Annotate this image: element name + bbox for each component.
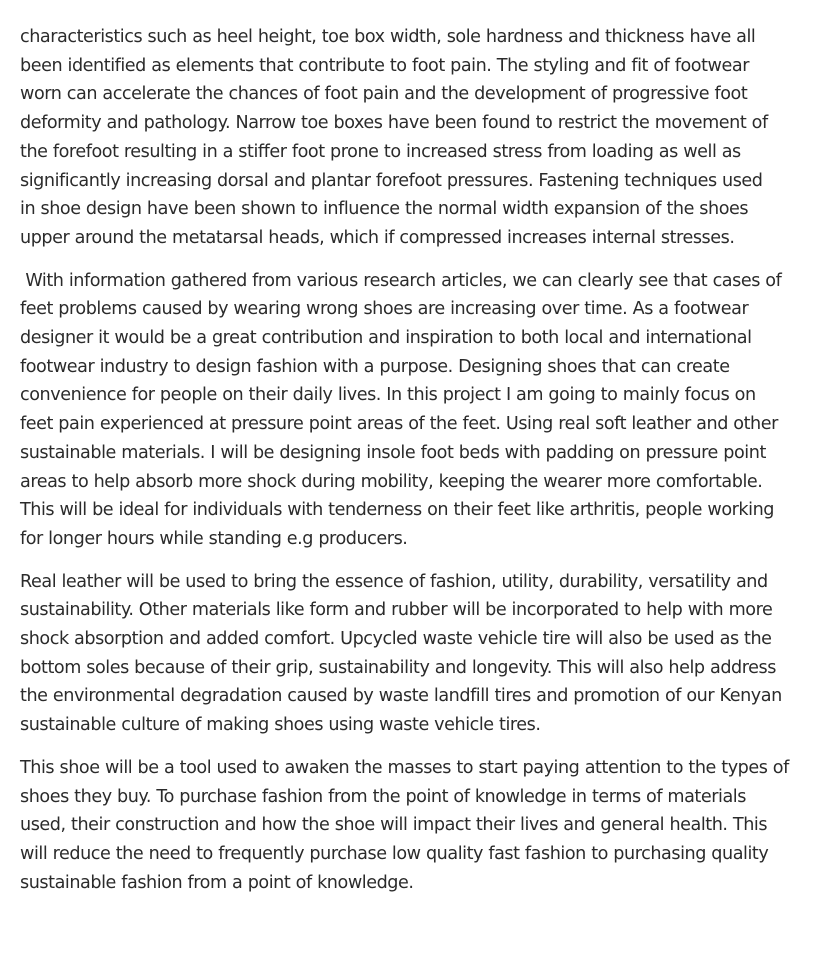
text-line: used, their construction and how the shoe will impact their lives and general health. This bbox=[20, 815, 768, 836]
text-line: areas to help absorb more shock during mobility, keeping the wearer more comfortable. bbox=[20, 471, 763, 492]
text-line: This will be ideal for individuals with tenderness on their feet like arthritis, people working bbox=[20, 500, 775, 521]
paragraph-1 bbox=[20, 23, 820, 253]
paragraph-2 bbox=[20, 267, 820, 554]
paragraph-3 bbox=[20, 568, 820, 740]
text-line: been identified as elements that contribute to foot pain. The styling and fit of footwear bbox=[20, 55, 749, 76]
text-line: the environmental degradation caused by waste landfill tires and promotion of our Kenyan bbox=[20, 686, 782, 707]
text-line: sustainable fashion from a point of knowledge. bbox=[20, 872, 414, 893]
text-line: sustainability. Other materials like form and rubber will be incorporated to help with more bbox=[20, 600, 773, 621]
text-line: feet pain experienced at pressure point areas of the feet. Using real soft leather and other bbox=[20, 414, 778, 435]
document-body bbox=[20, 23, 820, 911]
text-line: deformity and pathology. Narrow toe boxes have been found to restrict the movement of bbox=[20, 113, 768, 134]
text-line: convenience for people on their daily lives. In this project I am going to mainly focus on bbox=[20, 385, 756, 406]
text-line: Real leather will be used to bring the essence of fashion, utility, durability, versatility and bbox=[20, 571, 768, 592]
text-line: footwear industry to design fashion with a purpose. Designing shoes that can create bbox=[20, 356, 730, 377]
text-line: upper around the metatarsal heads, which if compressed increases internal stresses. bbox=[20, 227, 735, 248]
text-line: bottom soles because of their grip, sustainability and longevity. This will also help address bbox=[20, 657, 776, 678]
text-line: will reduce the need to frequently purchase low quality fast fashion to purchasing quality bbox=[20, 843, 769, 864]
text-line: characteristics such as heel height, toe box width, sole hardness and thickness have all bbox=[20, 27, 756, 47]
text-line: for longer hours while standing e.g producers. bbox=[20, 528, 408, 549]
text-line: This shoe will be a tool used to awaken the masses to start paying attention to the types of bbox=[20, 757, 789, 778]
text-line: With information gathered from various research articles, we can clearly see that cases of bbox=[20, 270, 782, 291]
text-line: the forefoot resulting in a stiffer foot prone to increased stress from loading as well as bbox=[20, 141, 741, 162]
text-line: sustainable materials. I will be designing insole foot beds with padding on pressure point bbox=[20, 442, 766, 463]
text-line: designer it would be a great contribution and inspiration to both local and international bbox=[20, 328, 752, 349]
text-line: shoes they buy. To purchase fashion from the point of knowledge in terms of materials bbox=[20, 786, 746, 807]
text-line: sustainable culture of making shoes using waste vehicle tires. bbox=[20, 715, 541, 736]
text-line: in shoe design have been shown to influence the normal width expansion of the shoes bbox=[20, 199, 749, 220]
text-line: significantly increasing dorsal and plantar forefoot pressures. Fastening techniques used bbox=[20, 170, 763, 191]
paragraph-4 bbox=[20, 754, 820, 898]
text-line: shock absorption and added comfort. Upcycled waste vehicle tire will also be used as the bbox=[20, 629, 772, 650]
text-line: worn can accelerate the chances of foot pain and the development of progressive foot bbox=[20, 84, 748, 105]
text-line: feet problems caused by wearing wrong shoes are increasing over time. As a footwear bbox=[20, 299, 749, 320]
